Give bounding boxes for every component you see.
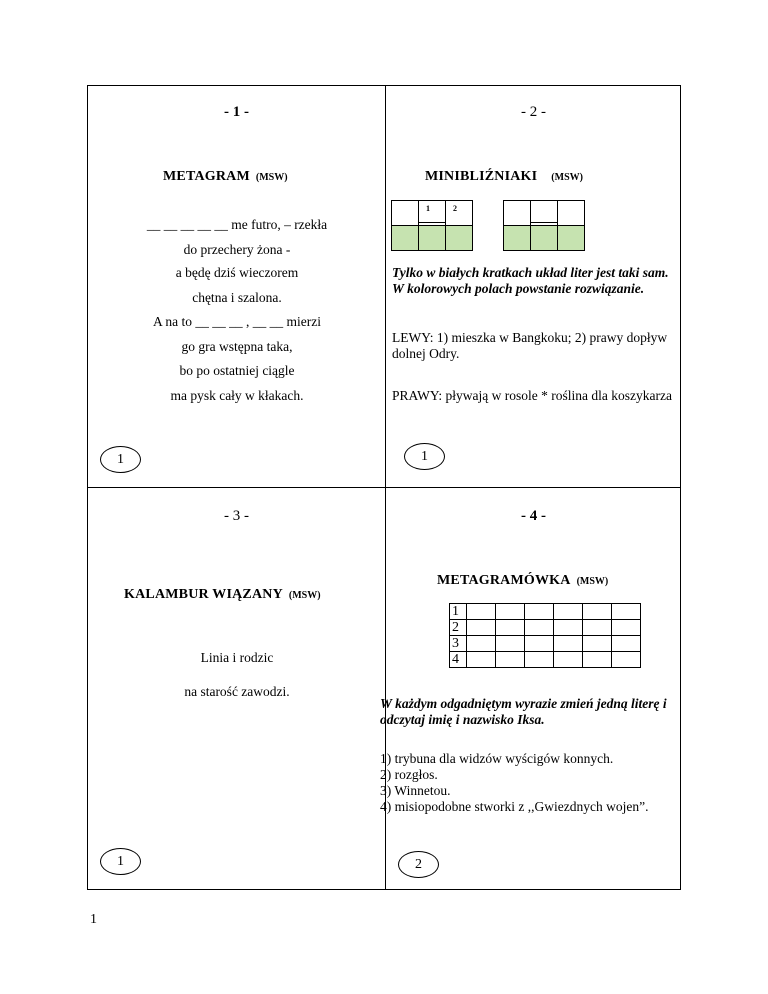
miniblizniaki-grids xyxy=(391,200,591,255)
row-number: 1 xyxy=(450,604,467,620)
card1-heading xyxy=(163,167,288,185)
grid-label-1: 1 xyxy=(426,204,430,213)
card3-title: KALAMBUR WIĄZANY xyxy=(124,587,283,602)
card4-tag: (MSW) xyxy=(576,576,609,587)
grid-row xyxy=(450,604,641,620)
left-grid-colored-cell xyxy=(419,226,446,251)
card1-line: go gra wstępna taka, xyxy=(181,339,293,354)
card3-heading xyxy=(124,585,321,603)
card2-points-badge: 1 xyxy=(404,443,445,470)
card4-clue: 1) trybuna dla widzów wyścigów konnych. xyxy=(380,751,614,766)
right-grid xyxy=(504,201,585,251)
card4-clue: 4) misiopodobne stworki z ,,Gwiezdnych wojen”. xyxy=(380,799,649,814)
card2-instruction: Tylko w białych kratkach układ liter jest taki sam. W kolorowych polach powstanie rozwiązanie. xyxy=(392,265,669,296)
card2-heading xyxy=(425,167,583,185)
row-number: 4 xyxy=(450,652,467,668)
card4-instruction: W każdym odgadniętym wyrazie zmień jedną literę i odczytaj imię i nazwisko Iksa. xyxy=(380,696,667,727)
card3-line1: Linia i rodzic xyxy=(200,650,274,665)
card3-points-badge: 1 xyxy=(100,848,141,875)
card1-line: __ __ __ __ __ me futro, – rzekła xyxy=(146,217,328,232)
card4-title: METAGRAMÓWKA xyxy=(437,573,571,588)
right-grid-colored-cell xyxy=(504,226,531,251)
card3-line2: na starość zawodzi. xyxy=(184,684,290,699)
card2-title: MINIBLIŹNIAKI xyxy=(425,169,538,184)
right-grid-colored-cell xyxy=(531,226,558,251)
left-grid-colored-cell xyxy=(392,226,419,251)
card3-tag: (MSW) xyxy=(288,590,321,601)
page-number: 1 xyxy=(90,912,97,927)
card4-heading xyxy=(437,571,608,589)
right-grid-colored-cell xyxy=(558,226,585,251)
card1-tag: (MSW) xyxy=(255,172,288,183)
card2-number: - 2 - xyxy=(521,104,546,120)
card1-line: A na to __ __ __ , __ __ mierzi xyxy=(153,314,321,329)
card1-title: METAGRAM xyxy=(163,169,250,184)
card2-tag: (MSW) xyxy=(551,172,583,183)
metagramowka-grid xyxy=(449,603,641,668)
grid-label-2: 2 xyxy=(453,204,457,213)
puzzle-sheet xyxy=(87,85,681,890)
card1-line: do przechery żona - xyxy=(183,242,291,257)
grid-row xyxy=(450,620,641,636)
card4-number: - 4 - xyxy=(521,508,546,524)
card4-clue: 3) Winnetou. xyxy=(380,783,451,798)
card1-line: ma pysk cały w kłakach. xyxy=(170,388,304,403)
grid-row xyxy=(450,652,641,668)
row-number: 3 xyxy=(450,636,467,652)
card4-points-badge: 2 xyxy=(398,851,439,878)
row-number: 2 xyxy=(450,620,467,636)
card1-line: bo po ostatniej ciągle xyxy=(179,363,295,378)
card1-line: a będę dziś wieczorem xyxy=(175,265,299,280)
card1-number: - 1 - xyxy=(224,104,249,120)
card1-points-badge: 1 xyxy=(100,446,141,473)
card2-left-clue: LEWY: 1) mieszka w Bangkoku; 2) prawy dopływ dolnej Odry. xyxy=(392,330,668,361)
left-grid-colored-cell xyxy=(446,226,473,251)
left-grid xyxy=(392,201,473,251)
card2-right-clue: PRAWY: pływają w rosole * roślina dla koszykarza xyxy=(392,388,672,403)
card3-number: - 3 - xyxy=(224,508,249,524)
card1-line: chętna i szalona. xyxy=(192,290,282,305)
horizontal-divider xyxy=(88,487,680,488)
card4-clue: 2) rozgłos. xyxy=(380,767,438,782)
grid-row xyxy=(450,636,641,652)
